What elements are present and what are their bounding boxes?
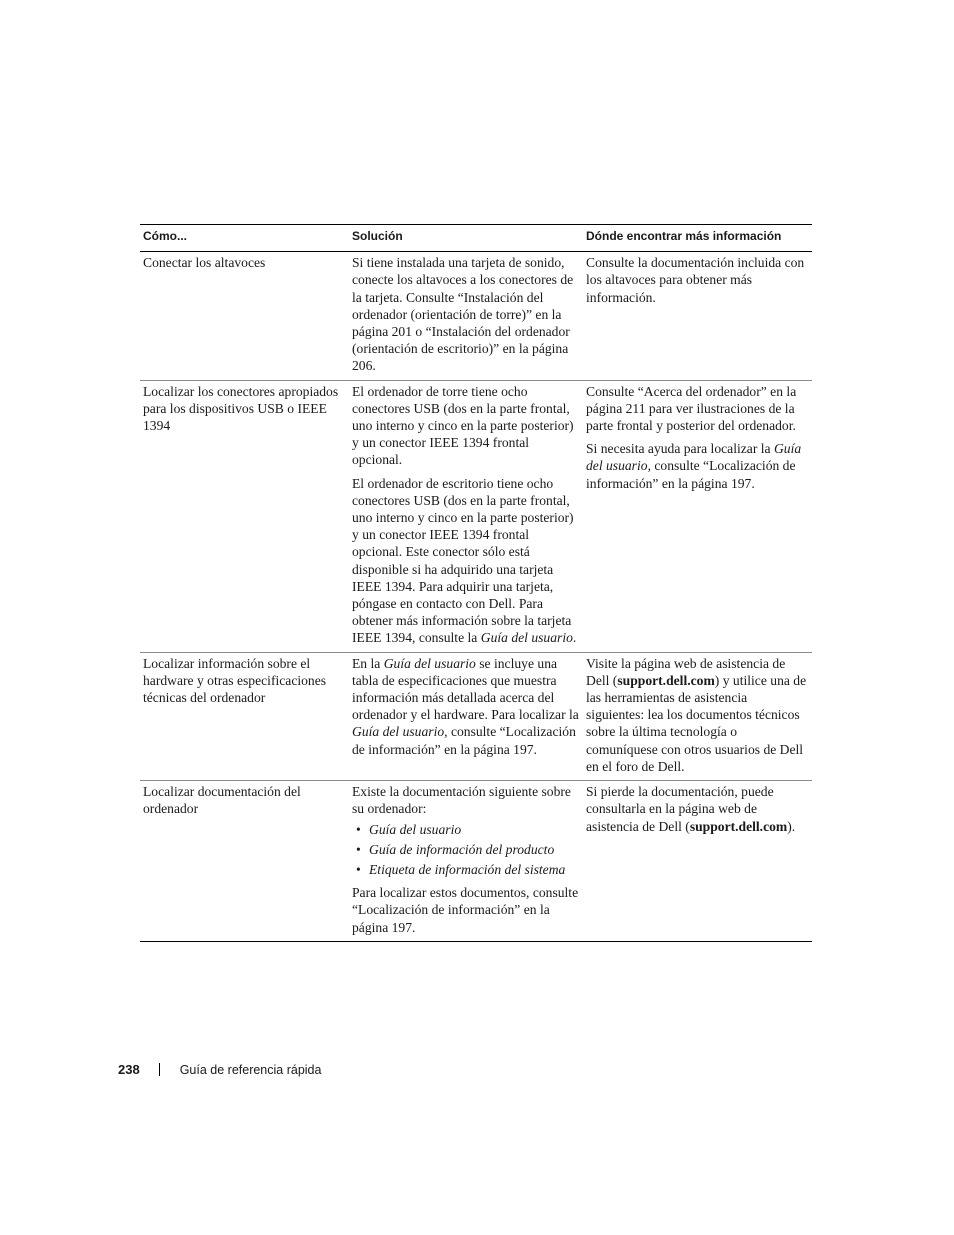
reference-table [140,224,812,942]
text-run: ). [787,818,796,834]
footer-title: Guía de referencia rápida [179,1062,322,1077]
cell-paragraph: Si tiene instalada una tarjeta de sonido, conecte los altavoces a los conectores de la tarjeta. Consulte “Instalación del ordenador (orientación de torre)” en la página 201 o “Instalación del ordenador (orientación de escritorio)” en la página 206. [352,255,574,374]
document-list [352,821,579,879]
header-donde: Dónde encontrar más información [586,229,782,243]
list-item [352,861,579,878]
bullet-icon: • [356,861,361,877]
doc-title-italic: Guía del usuario [480,630,573,646]
support-link-text: support.dell.com [617,672,715,688]
text-run: , consulte “Localización de información” en la página 197. [586,458,796,491]
text-run: El ordenador de escritorio tiene ocho conectores USB (dos en la parte frontal, uno interno y cinco en la parte posterior) y un conector IEEE 1394 frontal opcional. Este conector sólo está disponible si ha adquirido una tarjeta IEEE 1394. Para adquirir una tarjeta, póngase en contacto con Dell. Para obtener más información sobre la tarjeta IEEE 1394, consulte la [352,475,574,646]
cell-como [140,652,349,780]
cell-como [140,380,349,652]
cell-paragraph: El ordenador de torre tiene ocho conectores USB (dos en la parte frontal, uno interno y cinco en la parte posterior) y un conector IEEE 1394 frontal opcional. [352,383,574,468]
cell-como [140,781,349,942]
cell-paragraph [352,655,579,758]
cell-paragraph [586,440,808,492]
table-body [140,252,812,942]
table-row [140,380,812,652]
footer-divider [159,1063,160,1076]
header-row [140,225,812,252]
text-run: ) y utilice una de las herramientas de asistencia siguientes: lea los documentos técnicos sobre la última tecnología o comuníquese con otros usuarios de Dell en el foro de Dell. [586,672,807,774]
cell-paragraph: Para localizar estos documentos, consulte “Localización de información” en la página 197. [352,885,579,935]
text-run: Visite la página web de asistencia de Dell ( [586,655,786,688]
bullet-icon: • [356,841,361,857]
cell-text: Conectar los altavoces [143,255,266,271]
cell-text: Localizar información sobre el hardware y otras especificaciones técnicas del ordenador [143,655,327,706]
list-item [352,841,579,858]
cell-text: Localizar documentación del ordenador [143,784,301,817]
table-row [140,252,812,380]
cell-como [140,252,349,380]
text-run: Si necesita ayuda para localizar la [586,441,771,457]
support-link-text: support.dell.com [689,818,788,834]
cell-solucion [349,652,583,780]
cell-donde [583,781,812,942]
text-run: Si pierde la documentación, puede consultarla en la página web de asistencia de Dell ( [586,784,774,834]
doc-title-italic: Guía del usuario [383,655,476,671]
text-run: se incluye una tabla de especificaciones que muestra información más detallada acerca del ordenador y el hardware. Para localizar la [352,655,579,723]
doc-title-italic: Guía del usuario [352,724,445,740]
text-run: . [572,630,577,646]
cell-solucion [349,252,583,380]
list-item [352,821,579,838]
list-item-text: Etiqueta de información del sistema [369,861,566,877]
cell-paragraph: Consulte la documentación incluida con los altavoces para obtener más información. [586,255,805,305]
table-row [140,781,812,942]
cell-text: Localizar los conectores apropiados para los dispositivos USB o IEEE 1394 [143,383,339,434]
page-footer [118,1062,321,1077]
cell-donde [583,652,812,780]
text-run: En la [352,655,381,671]
list-item-text: Guía del usuario [369,821,462,837]
cell-solucion [349,380,583,652]
header-como: Cómo... [143,229,187,243]
page-number: 238 [118,1062,140,1077]
text-run: , consulte “Localización de información” en la página 197. [352,724,576,757]
cell-donde [583,380,812,652]
table-header [140,225,812,252]
table-row [140,652,812,780]
header-solucion: Solución [352,229,403,243]
bullet-icon: • [356,821,361,837]
cell-paragraph: Consulte “Acerca del ordenador” en la página 211 para ver ilustraciones de la parte frontal y posterior del ordenador. [586,383,797,434]
cell-donde [583,252,812,380]
cell-paragraph: Existe la documentación siguiente sobre su ordenador: [352,784,571,817]
cell-paragraph [352,475,579,647]
cell-paragraph [586,655,808,775]
doc-title-italic: Guía del usuario [586,441,802,474]
cell-solucion [349,781,583,942]
list-item-text: Guía de información del producto [369,841,555,857]
cell-paragraph [586,783,808,835]
